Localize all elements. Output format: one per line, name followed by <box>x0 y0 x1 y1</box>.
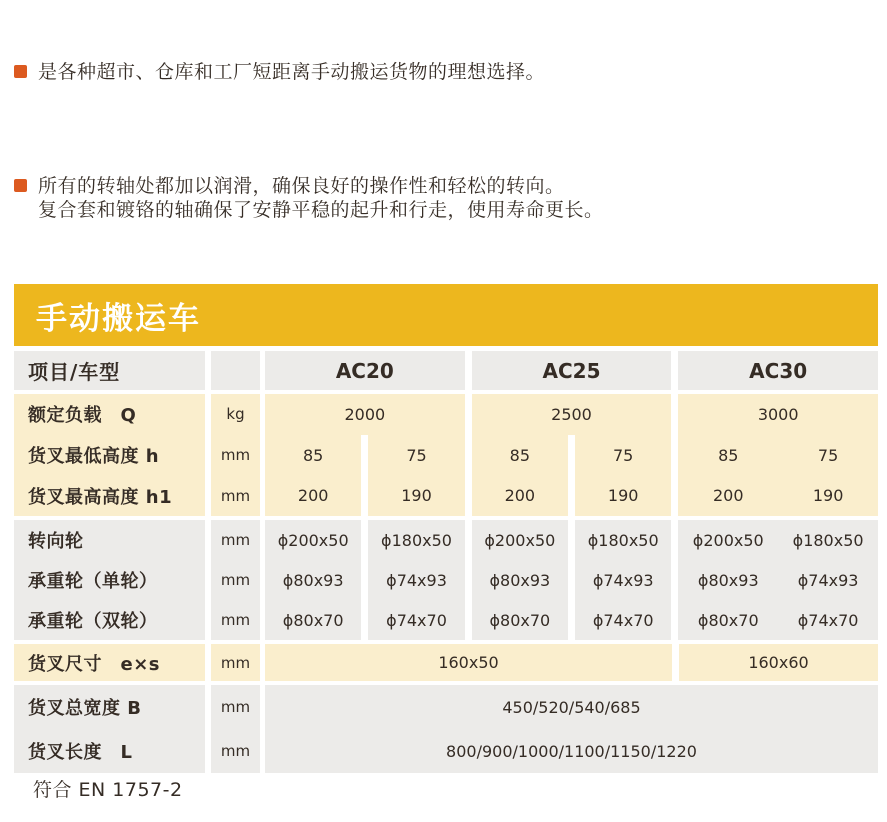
value-cell: ϕ80x70 <box>282 610 344 630</box>
orange-square-bullet-icon <box>14 179 27 192</box>
wheels-block-ac20 <box>265 520 465 640</box>
unit-cell: mm <box>220 486 251 505</box>
value-cell: 200 <box>472 475 568 516</box>
header-item-model: 项目/车型 <box>28 360 121 384</box>
fork-dims-band <box>14 685 878 773</box>
value-cell: 85 <box>472 435 568 476</box>
wheels-block-ac25 <box>472 520 672 640</box>
wheels-band <box>14 520 878 640</box>
row-label-load-wheel-tandem: 承重轮（双轮） <box>28 611 158 632</box>
value-cell: ϕ180x50 <box>587 530 659 550</box>
header-unit-cell <box>211 351 260 390</box>
capacity-block-ac30 <box>678 394 878 516</box>
value-cell-fork-size-ac30: 160x60 <box>748 653 809 672</box>
intro-bullet-1-text: 是各种超市、仓库和工厂短距离手动搬运货物的理想选择。 <box>38 61 546 83</box>
row-label-load-wheel-single: 承重轮（单轮） <box>28 571 158 592</box>
capacity-band <box>14 394 878 516</box>
table-header-row <box>14 351 878 390</box>
value-cell: ϕ180x50 <box>792 530 864 550</box>
value-cell: ϕ74x93 <box>797 570 859 590</box>
unit-cell: mm <box>220 653 251 672</box>
value-cell: 3000 <box>757 404 799 424</box>
intro-bullet-1 <box>14 60 871 84</box>
value-cell: 85 <box>718 445 739 465</box>
row-label-fork-overall-width: 货叉总宽度 B <box>28 698 142 719</box>
value-cell: 75 <box>368 435 464 476</box>
value-cell: 190 <box>368 475 464 516</box>
section-title: 手动搬运车 <box>36 300 201 337</box>
value-cell: 200 <box>265 475 361 516</box>
value-cell: 75 <box>817 445 839 465</box>
unit-cell: mm <box>220 531 251 549</box>
value-cell-fork-size-ac20-ac25: 160x50 <box>438 653 499 672</box>
value-cell: ϕ180x50 <box>381 530 452 550</box>
value-cell: 190 <box>575 475 671 516</box>
section-banner <box>14 284 878 346</box>
row-label-fork-size: 货叉尺寸 e×s <box>28 653 161 675</box>
value-cell: ϕ80x70 <box>489 610 551 630</box>
value-cell: ϕ200x50 <box>277 530 349 550</box>
capacity-block-ac25 <box>472 394 672 516</box>
value-cell: ϕ74x70 <box>592 610 654 630</box>
unit-cell: kg <box>226 405 245 424</box>
value-cell: 2500 <box>472 394 672 435</box>
unit-cell: mm <box>220 742 251 760</box>
value-cell: ϕ80x70 <box>697 610 759 630</box>
value-cell: ϕ74x70 <box>797 610 859 630</box>
value-cell: ϕ200x50 <box>484 530 556 550</box>
model-header-ac20: AC20 <box>335 358 394 383</box>
intro-bullet-2 <box>14 174 871 222</box>
spec-table <box>14 351 878 777</box>
value-cell: 190 <box>812 486 844 506</box>
unit-cell: mm <box>220 611 251 629</box>
value-cell: 2000 <box>265 394 465 435</box>
row-label-rated-load: 额定负载 Q <box>28 405 137 427</box>
value-cell: 75 <box>575 435 671 476</box>
intro-bullet-2-text <box>38 174 604 222</box>
row-label-fork-length: 货叉长度 L <box>28 742 133 763</box>
row-label-fork-max-height: 货叉最高高度 h1 <box>28 486 173 508</box>
value-cell-fork-length-options: 800/900/1000/1100/1150/1220 <box>446 741 697 761</box>
value-cell: 200 <box>712 486 744 506</box>
value-cell: ϕ74x93 <box>592 570 654 590</box>
value-cell: ϕ80x93 <box>282 570 344 590</box>
value-cell-fork-width-options: 450/520/540/685 <box>502 697 641 717</box>
capacity-block-ac20 <box>265 394 465 516</box>
value-cell: ϕ74x70 <box>386 610 447 630</box>
unit-cell: mm <box>220 446 251 464</box>
fork-size-band <box>14 644 878 681</box>
orange-square-bullet-icon <box>14 65 27 78</box>
intro-bullet-2-line-1: 所有的转轴处都加以润滑，确保良好的操作性和轻松的转向。 <box>38 175 565 197</box>
intro-bullet-2-line-2: 复合套和镀铬的轴确保了安静平稳的起升和行走，使用寿命更长。 <box>38 199 604 221</box>
model-header-ac25: AC25 <box>542 358 601 383</box>
value-cell: ϕ80x93 <box>489 570 551 590</box>
value-cell: ϕ74x93 <box>386 570 447 590</box>
unit-cell: mm <box>220 698 251 716</box>
model-header-ac30: AC30 <box>749 358 808 383</box>
unit-cell: mm <box>220 571 251 589</box>
wheels-block-ac30 <box>678 520 878 640</box>
value-cell: ϕ200x50 <box>692 530 764 550</box>
row-label-fork-min-height: 货叉最低高度 h <box>28 446 160 467</box>
compliance-note: 符合 EN 1757-2 <box>33 779 183 801</box>
value-cell: ϕ80x93 <box>697 570 759 590</box>
value-cell: 85 <box>265 435 361 476</box>
row-label-steering-wheel: 转向轮 <box>28 531 84 552</box>
